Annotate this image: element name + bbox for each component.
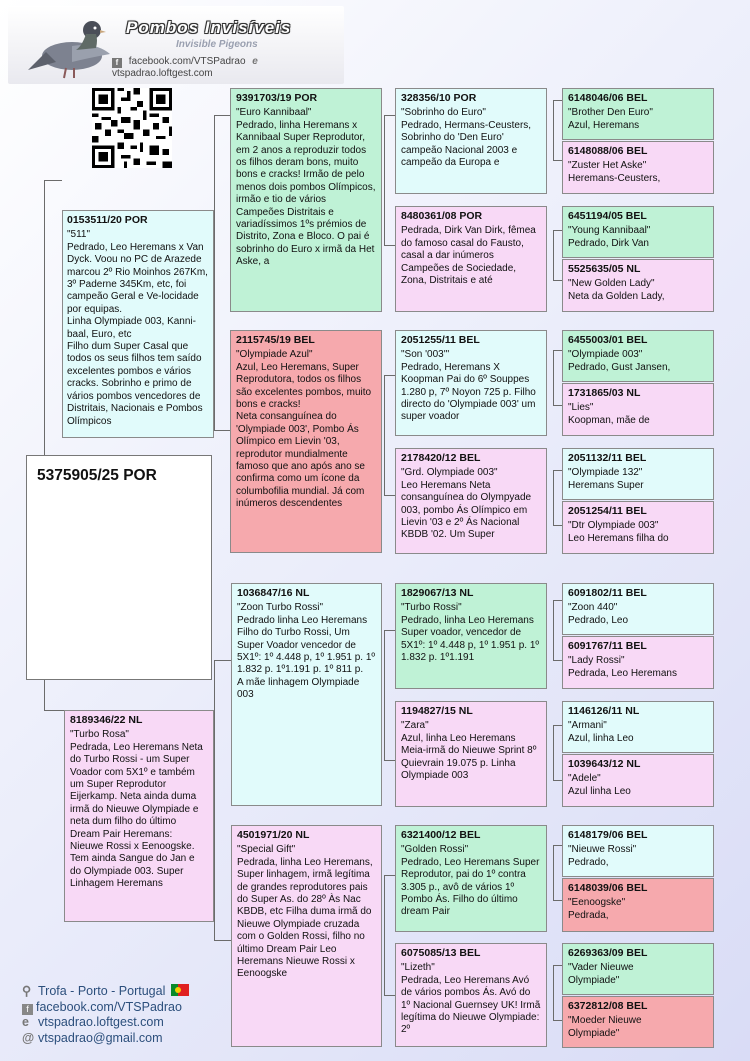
connector-line [384,630,385,760]
footer-facebook-row [22,1000,189,1016]
dam-sire-ring: 1036847/16 NL [237,587,310,599]
footer-email-row [22,1031,189,1047]
facebook-icon: f [112,58,122,68]
map-pin-icon: ⚲ [22,984,32,998]
gen4-ring-1: 6148046/06 BEL [568,92,648,104]
gen4-ring-6: 1731865/03 NL [568,387,641,399]
footer-website-row [22,1015,189,1031]
gen4-text-10: "Lady Rossi" Pedrada, Leo Heremans [568,655,677,679]
connector-line [553,470,562,471]
gen4-ring-9: 6091802/11 BEL [568,587,647,599]
gen4-ring-4: 5525635/05 NL [568,263,641,275]
gen4-ring-13: 6148179/06 BEL [568,829,648,841]
dam-sire-card [231,583,382,806]
facebook-icon: f [22,1004,33,1015]
ggp-sds-card [395,330,547,436]
at-sign-icon: @ [22,1030,35,1045]
gen4-ring-14: 6148039/06 BEL [568,882,648,894]
gen4-card-9 [562,583,714,635]
sire-sire-card [230,88,382,312]
ggp-sdd-description: "Grd. Olympiade 003" Leo Heremans Neta consanguínea do Olympyade 003, pombo Ás Olímpico em Lievin '03 e 2º Ás Nacional KBDB '02. Um Super [401,467,532,541]
dam-description: "Turbo Rosa" Pedrada, Leo Heremans Neta do Turbo Rossi - um Super Voador com 5X1º e também um Super Reprodutor Eijerkamp. Neta ainda duma irmã do Nieuwe Olympiade e neta dum filho do último Dream Pair Heremans: Nieuwe Rossi x Eenoogske. Tem ainda Sangue do Jan e do Olympiade 003. Super Linhagem Heremans [70,729,203,890]
gen4-text-6: "Lies" Koopman, mãe de [568,402,650,426]
sire-sire-description: "Euro Kannibaal" Pedrado, linha Heremans x Kannibaal Super Reprodutor, em 2 anos a reproduzir todos os filhos deram bons, muito bons e cracks! Irmão de pelo menos dois pombos Olímpicos, irmão e tio de vários Campeões Distritais e variadíssimos 1ºs prémios de Distrito, Zona e Bloco. O pai é sobrinho do Euro x irmã da Het Aske, a [236,107,376,268]
gen4-card-10 [562,636,714,689]
gen4-text-2: "Zuster Het Aske" Heremans-Ceusters, [568,160,661,184]
connector-line [384,760,395,761]
footer-location: Trofa - Porto - Portugal [38,984,166,998]
connector-line [214,940,231,941]
dam-sire-description: "Zoon Turbo Rossi" Pedrado linha Leo Heremans Filho do Turbo Rossi, Um Super Voador vencedor de 5X1º: 1º 4.448 p, 1º 1.951 p. 1º 1.832 p. 1º1.191 p. 1º 811 p. A mãe linhagem Olympiade 003 [237,602,376,701]
gen4-text-12: "Adele" Azul linha Leo [568,773,631,797]
gen4-card-15 [562,943,714,995]
ggp-ddd-description: "Lizeth" Pedrada, Leo Heremans Avó de vários pombos Ás. Avó do 1º Nacional Guernsey UK! Irmã legítima do Nieuwe Olympiade: 2º [401,962,541,1036]
ggp-ssd-ring: 8480361/08 POR [401,210,483,222]
connector-line [553,1020,562,1021]
gen4-ring-2: 6148088/06 BEL [568,145,648,157]
connector-line [553,280,562,281]
connector-line [553,660,562,661]
brand-banner [8,6,344,84]
footer-contacts [22,984,189,1046]
ggp-sds-ring: 2051255/11 BEL [401,334,480,346]
gen4-card-8 [562,501,714,554]
gen4-ring-3: 6451194/05 BEL [568,210,647,222]
connector-line [553,470,554,525]
connector-line [384,630,395,631]
connector-line [214,660,215,940]
ggp-ssd-description: Pedrada, Dirk Van Dirk, fêmea do famoso casal do Fausto, casal a dar inúmeros Campeões de Sociedade, Zona, Distritais e até [401,225,536,287]
ggp-sds-description: "Son '003'" Pedrado, Heremans X Koopman Pai do 6º Souppes 1.280 p, 7º Noyon 725 p. Filho directo do 'Olympiade 003' um super voador [401,349,536,423]
connector-line [384,375,385,495]
gen4-text-14: "Eenoogske" Pedrada, [568,897,626,921]
connector-line [553,965,562,966]
gen4-card-5 [562,330,714,382]
gen4-card-13 [562,825,714,877]
footer-email-link[interactable]: vtspadrao@gmail.com [38,1030,163,1045]
subject-ring: 5375905/25 POR [37,467,157,484]
brand-contacts [112,56,344,79]
connector-line [384,875,385,995]
brand-subtitle: Invisible Pigeons [176,39,258,50]
gen4-text-7: "Olympiade 132" Heremans Super [568,467,644,491]
gen4-ring-12: 1039643/12 NL [568,758,641,770]
dam-dam-description: "Special Gift" Pedrada, linha Leo Heremans, Super linhagem, irmã legítima de grandes reprodutores pais do Super As. do 28º Às Nac KBDB, etc Filha duma irmã do Nieuwe Olympiade cruzada com o Golden Rossi, filho no último Dream Pair Leo Heremans Nieuwe Rossi x Eenoogske [237,844,373,980]
ggp-sss-card [395,88,547,194]
ggp-sss-ring: 328356/10 POR [401,92,477,104]
connector-line [553,600,562,601]
sire-dam-ring: 2115745/19 BEL [236,334,315,346]
sire-sire-ring: 9391703/19 POR [236,92,318,104]
gen4-text-5: "Olympiade 003" Pedrado, Gust Jansen, [568,349,671,373]
ggp-sss-description: "Sobrinho do Euro" Pedrado, Hermans-Ceusters, Sobrinho do 'Den Euro' campeão Nacional 2003 e campeão da Europa e [401,107,532,169]
gen4-card-7 [562,448,714,500]
gen4-card-11 [562,701,714,753]
gen4-ring-10: 6091767/11 BEL [568,640,647,652]
gen4-card-3 [562,206,714,258]
header-website-link[interactable]: vtspadrao.loftgest.com [112,68,213,79]
gen4-card-6 [562,383,714,436]
connector-line [553,725,562,726]
pigeon-logo-icon [26,12,118,80]
connector-line [553,100,562,101]
dam-dam-ring: 4501971/20 NL [237,829,310,841]
connector-line [553,350,562,351]
connector-line [384,495,395,496]
ggp-dss-ring: 1829067/13 NL [401,587,474,599]
ggp-dsd-description: "Zara" Azul, linha Leo Heremans Meia-irmã do Nieuwe Sprint 8º Quievrain 19.075 p. Linha Olympiade 003 [401,720,537,782]
ggp-ddd-card [395,943,547,1047]
connector-line [553,405,562,406]
connector-line [214,430,230,431]
gen4-card-14 [562,878,714,932]
connector-line [384,995,395,996]
connector-line [553,725,554,780]
portugal-flag-icon [171,984,189,996]
footer-facebook-link[interactable]: facebook.com/VTSPadrao [36,999,182,1014]
gen4-text-9: "Zoon 440" Pedrado, Leo [568,602,629,626]
gen4-text-15: "Vader Nieuwe Olympiade" [568,962,634,986]
gen4-text-4: "New Golden Lady" Neta da Golden Lady, [568,278,665,302]
ggp-ssd-card [395,206,547,312]
gen4-ring-15: 6269363/09 BEL [568,947,648,959]
subject-pigeon-card [26,455,212,680]
ggp-dss-description: "Turbo Rossi" Pedrado, linha Leo Heremans Super voador, vencedor de 5X1º: 1º 4.448 p, 1º 1.951 p. 1º 1.832 p. 1º1.191 [401,602,540,664]
connector-line [384,875,395,876]
connector-line [44,180,62,181]
sire-dam-card [230,330,382,553]
connector-line [384,375,395,376]
sire-dam-description: "Olympiade Azul" Azul, Leo Heremans, Super Reprodutora, todos os filhos são excelentes pombos, muito bons e cracks! Neta consanguínea do 'Olympiade 003', Pombo Ás Olímpico em Lievin '03, reprodutor mundialmente famoso que ano após ano se confirma como um ícone da columbofilia mundial. Já com inúmeros descendentes [236,349,372,510]
connector-line [214,115,230,116]
connector-line [553,350,554,405]
website-icon: e [252,56,258,67]
gen4-text-11: "Armani" Azul, linha Leo [568,720,634,744]
ggp-ddd-ring: 6075085/13 BEL [401,947,481,959]
website-icon: e [22,1015,29,1029]
footer-website-link[interactable]: vtspadrao.loftgest.com [38,1015,164,1029]
ggp-dds-card [395,825,547,932]
connector-line [553,230,554,280]
gen4-ring-5: 6455003/01 BEL [568,334,648,346]
connector-line [553,100,554,160]
gen4-text-1: "Brother Den Euro" Azul, Heremans [568,107,653,131]
gen4-card-4 [562,259,714,312]
dam-card [64,710,214,922]
connector-line [553,845,554,900]
connector-line [553,900,562,901]
connector-line [384,245,395,246]
gen4-ring-7: 2051132/11 BEL [568,452,647,464]
gen4-text-16: "Moeder Nieuwe Olympiade" [568,1015,642,1039]
sire-description: "511" Pedrado, Leo Heremans x Van Dyck. Voou no PC de Arazede marcou 2º Rio Moinhos 267Km, 3º Paderne 345Km, etc, foi campeão Geral e Ve-locidade por equipas. Linha Olympiade 003, Kanni-baal, Euro, etc Filho dum Super Casal que todos os seus filhos tem saído excelentes pombos e vários cracks. Sobrinho e primo de vários pombos vencedores de Distritais, Nacionais e Pombos Olímpicos [67,229,208,427]
connector-line [553,525,562,526]
connector-line [553,160,562,161]
ggp-dds-ring: 6321400/12 BEL [401,829,481,841]
connector-line [553,965,554,1020]
gen4-ring-16: 6372812/08 BEL [568,1000,648,1012]
sire-ring: 0153511/20 POR [67,214,148,226]
gen4-card-2 [562,141,714,194]
ggp-sdd-ring: 2178420/12 BEL [401,452,481,464]
qr-code-icon[interactable] [92,88,172,168]
connector-line [214,660,231,661]
gen4-text-13: "Nieuwe Rossi" Pedrado, [568,844,637,868]
dam-dam-card [231,825,382,1047]
connector-line [44,710,64,711]
dam-ring: 8189346/22 NL [70,714,143,726]
brand-title: Pombos Invisíveis [126,18,292,37]
ggp-dsd-ring: 1194827/15 NL [401,705,473,717]
connector-line [553,845,562,846]
ggp-dss-card [395,583,547,689]
footer-location-row [22,984,189,1000]
gen4-card-12 [562,754,714,807]
gen4-ring-8: 2051254/11 BEL [568,505,647,517]
ggp-dsd-card [395,701,547,807]
connector-line [214,115,215,430]
gen4-ring-11: 1146126/11 NL [568,705,640,717]
connector-line [384,115,385,245]
gen4-text-8: "Dtr Olympiade 003" Leo Heremans filha do [568,520,669,544]
gen4-card-16 [562,996,714,1048]
gen4-text-3: "Young Kannibaal" Pedrado, Dirk Van [568,225,651,249]
connector-line [553,600,554,660]
header-facebook-link[interactable]: facebook.com/VTSPadrao [128,56,246,67]
gen4-card-1 [562,88,714,140]
ggp-dds-description: "Golden Rossi" Pedrado, Leo Heremans Super Reprodutor, pai do 1º contra 3.305 p., avô de vários 1º Pombo Ás. Filho do último dream Pair [401,844,540,918]
connector-line [553,780,562,781]
sire-card [62,210,214,438]
connector-line [384,115,395,116]
connector-line [553,230,562,231]
ggp-sdd-card [395,448,547,554]
